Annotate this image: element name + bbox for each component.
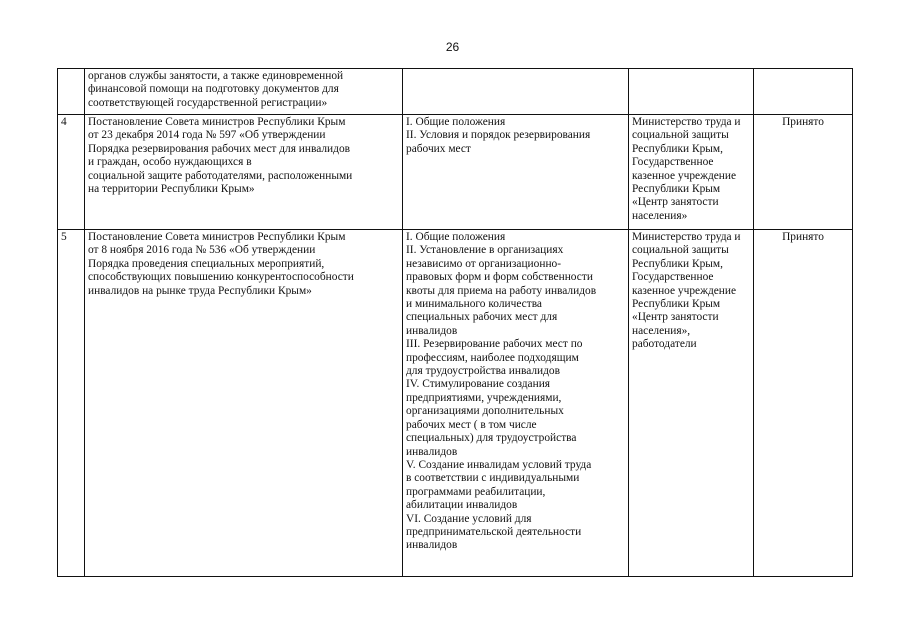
executor-line: работодатели [632,338,697,351]
document-line: от 8 ноября 2016 года № 536 «Об утверждении [88,244,316,257]
section-line: программами реабилитации, [406,485,546,498]
executor-line: «Центр занятости [632,311,719,324]
table-row [58,115,853,230]
section-line: V. Создание инвалидам условий труда [406,458,592,471]
executor-line: Министерство труда и [632,231,741,243]
status-cell: Принято [754,230,853,577]
section-line: рабочих мест [406,142,471,155]
section-line: рабочих мест ( в том числе [406,418,537,431]
document-line: инвалидов на рынке труда Республики Крым» [88,284,312,297]
document-line: Порядка проведения специальных мероприятий, [88,257,325,270]
document-cell [85,69,403,115]
section-line: инвалидов [406,539,458,552]
document-line: на территории Республики Крым» [88,183,255,196]
table-row [58,230,853,577]
section-line: специальных) для трудоустройства [406,432,577,445]
executor-line: Государственное [632,271,714,284]
section-line: независимо от организационно- [406,257,562,270]
document-line: и граждан, особо нуждающихся в [88,156,252,169]
section-line: I. Общие положения [406,116,506,128]
executor-line: казенное учреждение [632,169,737,182]
section-line: и минимального количества [406,298,542,311]
executor-line: Республики Крым, [632,257,723,270]
section-line: специальных рабочих мест для [406,311,558,324]
table-row [58,69,853,115]
executor-line: Министерство труда и [632,116,741,128]
document-line: Постановление Совета министров Республики Крым [88,231,346,243]
page-number: 26 [445,40,460,54]
document-line: от 23 декабря 2014 года № 597 «Об утверждении [88,129,326,142]
document-line: органов службы занятости, а также единовременной [88,70,344,82]
document-line: Порядка резервирования рабочих мест для инвалидов [88,142,351,155]
section-line: правовых форм и форм собственности [406,271,593,284]
document-table [57,68,853,577]
section-line: предпринимательской деятельности [406,525,582,538]
section-line: в соответствии с индивидуальными [406,472,580,485]
section-line: инвалидов [406,324,458,337]
executor-line: казенное учреждение [632,284,737,297]
section-line: абилитации инвалидов [406,499,518,512]
executor-line: Государственное [632,156,714,169]
row-number: 4 [58,115,85,230]
section-line: III. Резервирование рабочих мест по [406,338,583,351]
executors-cell [629,230,754,577]
sections-cell [403,115,629,230]
section-line: VI. Создание условий для [406,512,532,525]
document-line: соответствующей государственной регистрации» [88,96,328,109]
document-cell [85,230,403,577]
section-line: II. Установление в организациях [406,244,564,257]
section-line: II. Условия и порядок резервирования [406,129,591,142]
document-line: финансовой помощи на подготовку документов для [88,83,339,96]
executors-cell [629,115,754,230]
executor-line: Республики Крым, [632,142,723,155]
executor-line: социальной защиты [632,129,729,142]
section-line: инвалидов [406,445,458,458]
section-line: предприятиями, учреждениями, [406,391,562,404]
executor-line: Республики Крым [632,183,721,196]
sections-cell [403,69,629,115]
document-line: социальной защите работодателями, расположенными [88,169,353,182]
document-cell [85,115,403,230]
status-cell: Принято [754,115,853,230]
section-line: профессиям, наиболее подходящим [406,351,579,364]
executor-line: населения», [632,324,691,337]
row-number [58,69,85,115]
executors-cell [629,69,754,115]
section-line: для трудоустройства инвалидов [406,365,561,378]
section-line: организациями дополнительных [406,405,564,418]
sections-cell [403,230,629,577]
section-line: квоты для приема на работу инвалидов [406,284,597,297]
executor-line: населения» [632,209,688,222]
status-cell [754,69,853,115]
section-line: I. Общие положения [406,231,506,243]
section-line: IV. Стимулирование создания [406,378,551,391]
executor-line: «Центр занятости [632,196,719,209]
executor-line: Республики Крым [632,298,721,311]
executor-line: социальной защиты [632,244,729,257]
document-line: способствующих повышению конкурентоспособности [88,271,354,284]
document-line: Постановление Совета министров Республики Крым [88,116,346,128]
row-number: 5 [58,230,85,577]
